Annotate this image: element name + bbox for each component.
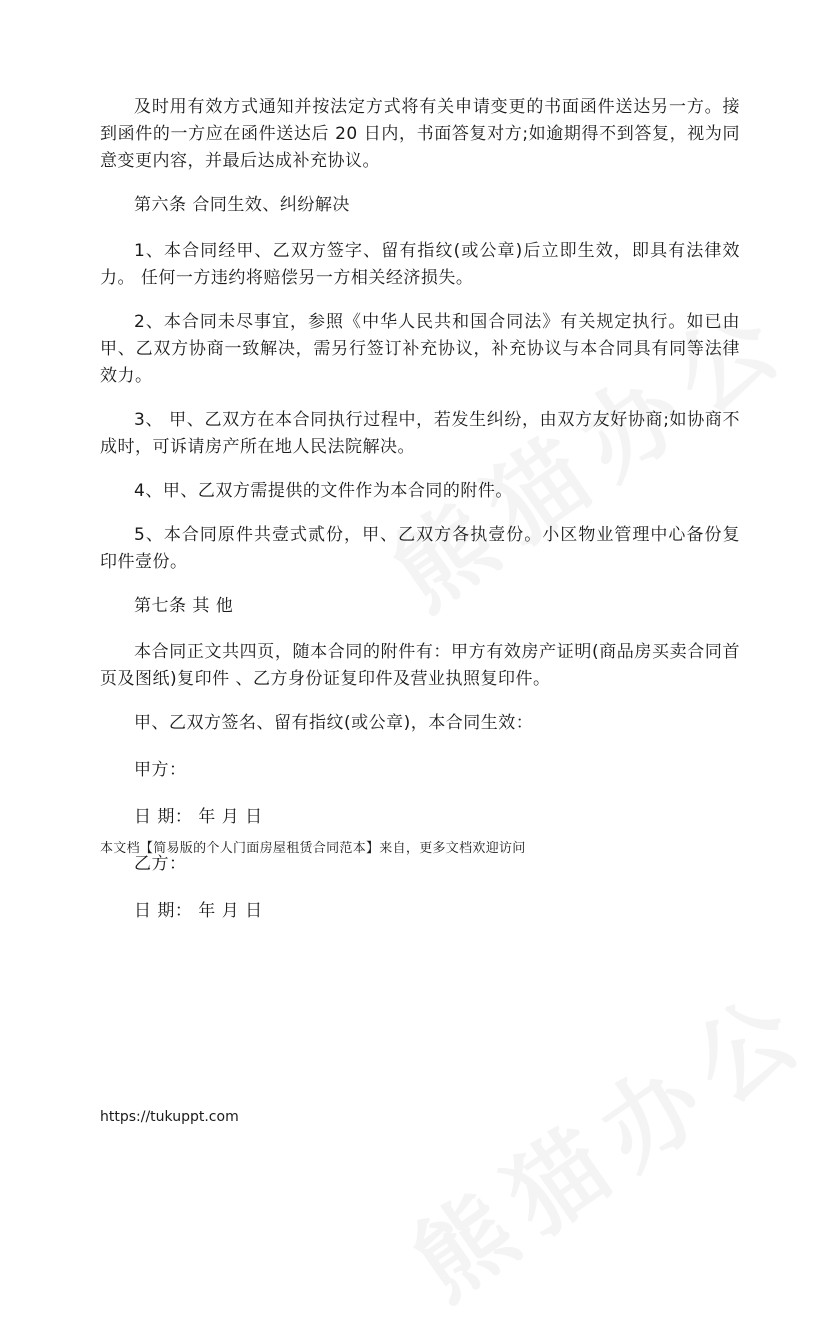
section-6-item-3: 3、 甲、乙双方在本合同执行过程中，若发生纠纷，由双方友好协商;如协商不成时，可诉请房产所在地人民法院解决。 — [100, 410, 740, 457]
section-7-body: 本合同正文共四页，随本合同的附件有：甲方有效房产证明(商品房买卖合同首页及图纸)复印件 、乙方身份证复印件及营业执照复印件。 — [100, 642, 740, 689]
party-b-date: 日 期： 年 月 日 — [134, 901, 263, 921]
section-7-title: 第七条 其 他 — [134, 596, 234, 616]
party-a-label: 甲方： — [134, 760, 187, 780]
party-a-date: 日 期： 年 月 日 — [134, 807, 263, 827]
watermark — [382, 952, 830, 1325]
party-b-label: 乙方： — [134, 854, 187, 874]
sign-intro: 甲、乙双方签名、留有指纹(或公章)，本合同生效： — [134, 713, 534, 733]
section-6-item-2: 2、本合同未尽事宜，参照《中华人民共和国合同法》有关规定执行。如已由甲、乙双方协商一致解决，需另行签订补充协议，补充协议与本合同具有同等法律效力。 — [100, 312, 740, 386]
section-6-item-4: 4、甲、乙双方需提供的文件作为本合同的附件。 — [134, 481, 513, 501]
site-url: https://tukuppt.com — [100, 1109, 239, 1125]
section-6-title: 第六条 合同生效、纠纷解决 — [134, 195, 350, 215]
document-body — [100, 94, 740, 945]
paragraph-continuation: 及时用有效方式通知并按法定方式将有关申请变更的书面函件送达另一方。接到函件的一方应在函件送达后 20 日内，书面答复对方;如逾期得不到答复，视为同意变更内容，并最后达成补充协议。 — [100, 97, 740, 171]
document-source-note: 本文档【简易版的个人门面房屋租赁合同范本】来自，更多文档欢迎访问 — [100, 841, 526, 856]
section-6-item-5: 5、本合同原件共壹式贰份，甲、乙双方各执壹份。小区物业管理中心备份复印件壹份。 — [100, 525, 740, 572]
section-6-item-1: 1、本合同经甲、乙双方签字、留有指纹(或公章)后立即生效，即具有法律效力。 任何一方违约将赔偿另一方相关经济损失。 — [100, 241, 740, 288]
